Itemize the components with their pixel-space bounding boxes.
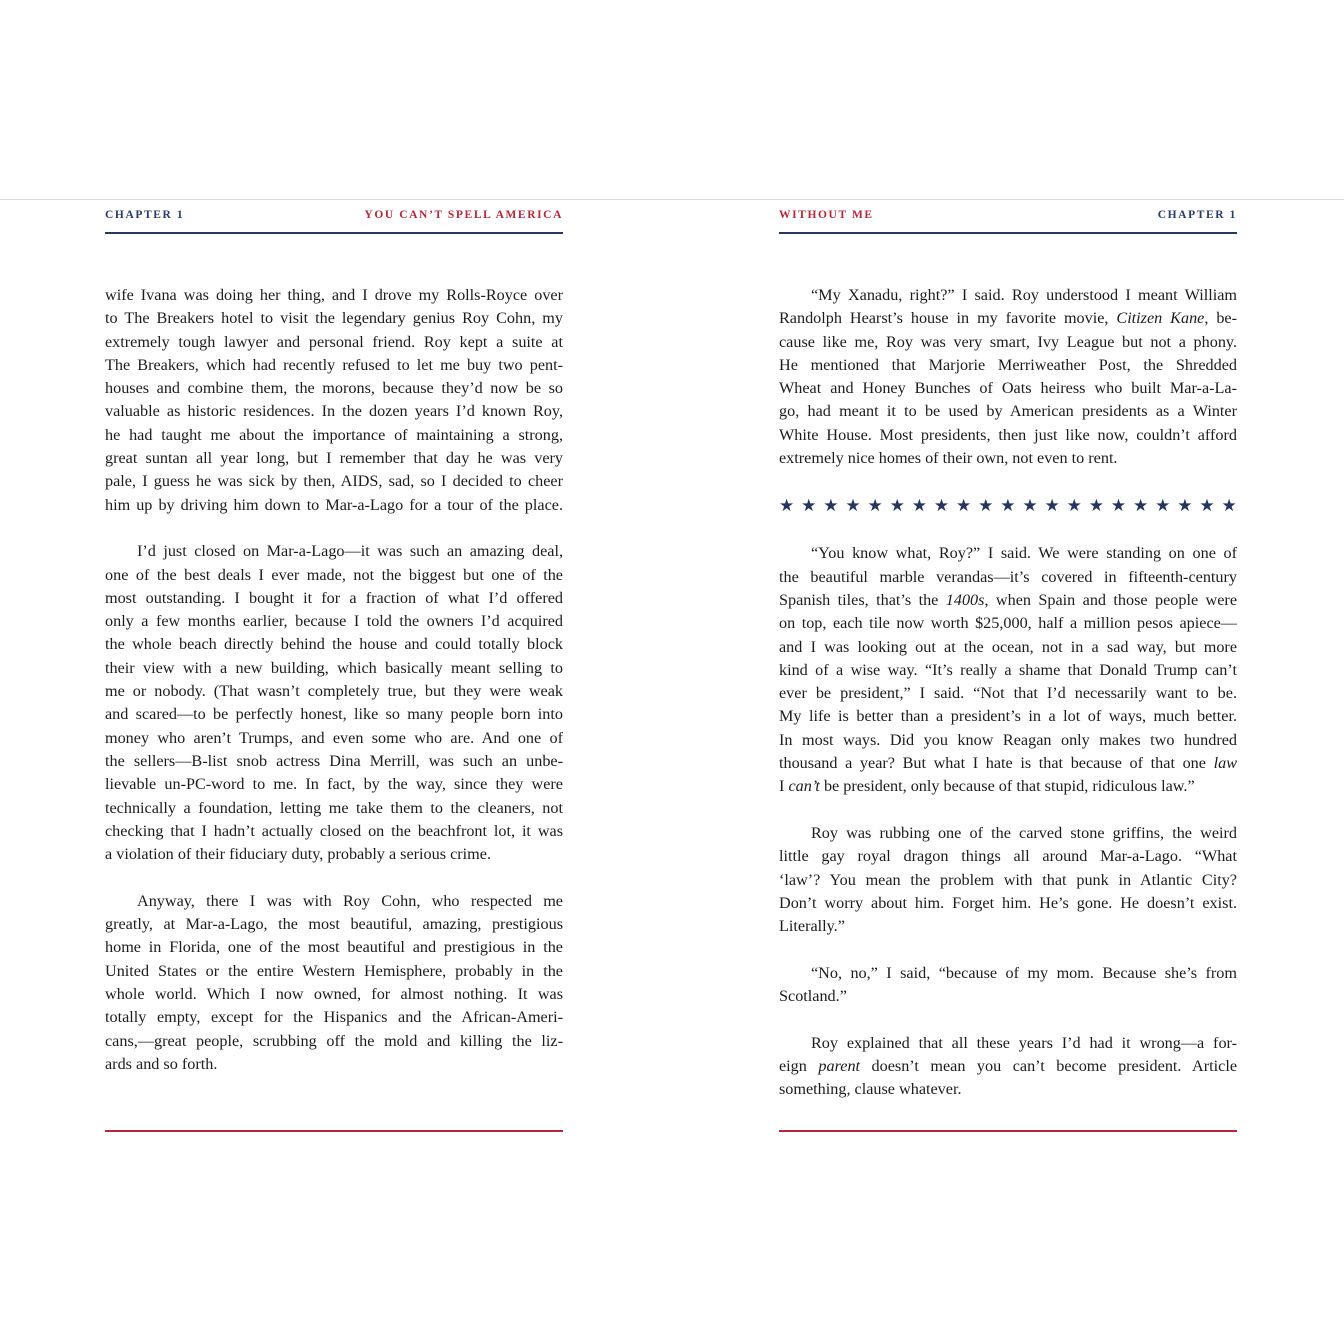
star-icon: ★ <box>1199 496 1215 516</box>
star-icon: ★ <box>889 496 905 516</box>
italic-text: parent <box>818 1056 861 1075</box>
right-running-head <box>779 206 1237 224</box>
text-line: whole world. Which I now owned, for almost nothing. It was <box>105 984 563 1003</box>
text-line: cause like me, Roy was very smart, Ivy League but not a phony. <box>779 332 1237 351</box>
star-icon: ★ <box>911 496 927 516</box>
right-chapter-label: CHAPTER 1 <box>1157 209 1237 221</box>
text-line: and I was looking out at the ocean, not in a sad way, but more <box>779 637 1237 656</box>
left-running-head <box>105 206 563 224</box>
right-page <box>779 206 1237 1102</box>
text-segment: Randolph Hearst’s house in my favorite movie, <box>779 309 1117 328</box>
text-line: technically a foundation, letting me take them to the cleaners, not <box>105 798 563 817</box>
text-line: The Breakers, which had recently refused to let me buy two pent- <box>105 355 563 374</box>
text-segment: thousand a year? But what I hate is that because of that one <box>779 754 1214 773</box>
text-line: extremely tough lawyer and personal friend. Roy kept a suite at <box>105 332 563 351</box>
text-line: totally empty, except for the Hispanics and the African-Ameri- <box>105 1008 563 1027</box>
text-line: White House. Most presidents, then just like now, couldn’t afford <box>779 425 1237 444</box>
text-line: go, had meant it to be used by American presidents as a Winter <box>779 402 1237 421</box>
text-line: to The Breakers hotel to visit the legendary genius Roy Cohn, my <box>105 309 563 328</box>
text-line: home in Florida, one of the most beautiful and prestigious in the <box>105 938 563 957</box>
right-footer-rule <box>779 1130 1237 1132</box>
left-paragraph-1 <box>105 284 563 517</box>
star-icon: ★ <box>1000 496 1016 516</box>
star-icon: ★ <box>823 496 839 516</box>
star-icon: ★ <box>1221 496 1237 516</box>
text-line: ‘law’? You mean the problem with that punk in Atlantic City? <box>779 870 1237 889</box>
text-line: “No, no,” I said, “because of my mom. Because she’s from <box>811 963 1237 982</box>
right-paragraph-mom <box>779 962 1237 1009</box>
text-line: greatly, at Mar-a-Lago, the most beautiful, amazing, prestigious <box>105 915 563 934</box>
star-icon: ★ <box>1022 496 1038 516</box>
left-page <box>105 206 563 1076</box>
right-paragraph-griffins <box>779 822 1237 938</box>
left-footer-rule <box>105 1130 563 1132</box>
text-line: extremely nice homes of their own, not even to rent. <box>779 449 1118 468</box>
star-icon: ★ <box>845 496 861 516</box>
page-top-edge <box>0 199 1344 200</box>
text-line: valuable as historic residences. In the dozen years I’d known Roy, <box>105 402 563 421</box>
star-icon: ★ <box>1177 496 1193 516</box>
text-line: Don’t worry about him. Forget him. He’s gone. He doesn’t exist. <box>779 893 1237 912</box>
italic-text: can’t <box>788 777 820 796</box>
text-line: lievable un-PC-word to me. In fact, by the way, since they were <box>105 775 563 794</box>
text-segment: eign <box>779 1056 819 1075</box>
right-running-title: WITHOUT ME <box>779 209 874 221</box>
text-line: great suntan all year long, but I remember that day he was very <box>105 449 563 468</box>
text-line: ever be president,” I said. “Not that I’d necessarily want to be. <box>779 684 1237 703</box>
text-segment: be president, only because of that stupid, ridiculous law.” <box>819 777 1195 796</box>
text-segment: I <box>779 777 789 796</box>
right-header-rule <box>779 232 1237 234</box>
text-line: he had taught me about the importance of maintaining a strong, <box>105 425 563 444</box>
text-line <box>779 1055 1237 1078</box>
star-icon: ★ <box>1155 496 1171 516</box>
star-icon: ★ <box>801 496 817 516</box>
star-icon: ★ <box>1088 496 1104 516</box>
text-line: on top, each tile now worth $25,000, half a million pesos apiece— <box>779 614 1237 633</box>
text-line: me or nobody. (That wasn’t completely true, but they were weak <box>105 682 563 701</box>
left-chapter-label: CHAPTER 1 <box>105 209 185 221</box>
star-icon: ★ <box>1133 496 1149 516</box>
text-line: the whole beach directly behind the house and could totally block <box>105 635 563 654</box>
text-line: pale, I guess he was sick by then, AIDS, sad, so I decided to cheer <box>105 472 563 491</box>
left-header-rule <box>105 232 563 234</box>
text-line <box>779 589 1237 612</box>
star-icon: ★ <box>956 496 972 516</box>
text-line <box>779 775 1237 798</box>
text-line: He mentioned that Marjorie Merriweather Post, the Shredded <box>779 355 1237 374</box>
italic-text: law <box>1213 754 1237 773</box>
right-paragraph-article <box>779 1032 1237 1102</box>
left-running-title: YOU CAN’T SPELL AMERICA <box>364 209 563 221</box>
star-icon: ★ <box>867 496 883 516</box>
star-icon: ★ <box>933 496 950 516</box>
italic-text: 1400s <box>945 590 985 609</box>
text-line: little gay royal dragon things all around Mar-a-Lago. “What <box>779 847 1237 866</box>
text-segment: doesn’t mean you can’t become president. Article <box>860 1056 1237 1075</box>
text-line: something, clause whatever. <box>779 1080 962 1099</box>
text-line: Literally.” <box>779 917 845 936</box>
italic-title: Citizen Kane <box>1116 309 1205 328</box>
text-segment: , be- <box>1204 309 1237 328</box>
text-line: kind of a wise way. “It’s really a shame that Donald Trump can’t <box>779 660 1237 679</box>
text-line: “You know what, Roy?” I said. We were standing on one of <box>811 544 1237 563</box>
right-body-text <box>779 284 1237 1102</box>
text-line: a violation of their fiduciary duty, probably a serious crime. <box>105 845 491 864</box>
text-line: their view with a new building, which basically meant selling to <box>105 658 563 677</box>
text-line: Roy explained that all these years I’d had it wrong—a for- <box>811 1033 1237 1052</box>
text-line: one of the best deals I ever made, not the biggest but one of the <box>105 565 563 584</box>
left-paragraph-3 <box>105 890 563 1076</box>
text-line: I’d just closed on Mar-a-Lago—it was such an amazing deal, <box>137 542 563 561</box>
text-line: United States or the entire Western Hemisphere, probably in the <box>105 961 563 980</box>
text-line <box>779 307 1237 330</box>
text-line: Roy was rubbing one of the carved stone griffins, the weird <box>811 823 1237 842</box>
text-line: and scared—to be perfectly honest, like so many people born into <box>105 705 563 724</box>
text-line <box>779 752 1237 775</box>
text-line: most outstanding. I bought it for a fraction of what I’d offered <box>105 588 563 607</box>
text-line: only a few months earlier, because I told the owners I’d acquired <box>105 612 563 631</box>
right-paragraph-xanadu <box>779 284 1237 470</box>
text-line: Anyway, there I was with Roy Cohn, who respected me <box>137 891 563 910</box>
text-line: In most ways. Did you know Reagan only makes two hundred <box>779 730 1237 749</box>
text-line: him up by driving him down to Mar-a-Lago for a tour of the place. <box>105 495 563 514</box>
star-icon: ★ <box>1044 496 1060 516</box>
star-icon: ★ <box>1110 496 1127 516</box>
star-icon: ★ <box>779 496 795 516</box>
star-icon: ★ <box>978 496 994 516</box>
text-line: wife Ivana was doing her thing, and I drove my Rolls-Royce over <box>105 286 563 304</box>
text-line: the sellers—B-list snob actress Dina Merrill, was such an unbe- <box>105 751 563 770</box>
text-line: the beautiful marble verandas—it’s covered in fifteenth-century <box>779 567 1237 586</box>
star-icon: ★ <box>1066 496 1082 516</box>
text-line: “My Xanadu, right?” I said. Roy understood I meant William <box>811 286 1237 304</box>
text-line: houses and combine them, the morons, because they’d now be so <box>105 379 563 398</box>
text-line: Scotland.” <box>779 987 847 1006</box>
text-line: cans,—great people, scrubbing off the mold and killing the liz- <box>105 1031 563 1050</box>
text-line: My life is better than a president’s in a lot of ways, much better. <box>779 707 1237 726</box>
left-paragraph-2 <box>105 540 563 866</box>
star-section-break <box>779 495 1237 517</box>
text-line: money who aren’t Trumps, and even some who are. And one of <box>105 728 563 747</box>
text-line: Wheat and Honey Bunches of Oats heiress who built Mar-a-La- <box>779 379 1237 398</box>
left-body-text <box>105 284 563 1076</box>
text-segment: , when Spain and those people were <box>984 590 1237 609</box>
text-line: checking that I hadn’t actually closed on the beachfront lot, it was <box>105 821 563 840</box>
text-line: ards and so forth. <box>105 1054 218 1073</box>
right-paragraph-verandas <box>779 542 1237 798</box>
text-segment: Spanish tiles, that’s the <box>779 590 946 609</box>
